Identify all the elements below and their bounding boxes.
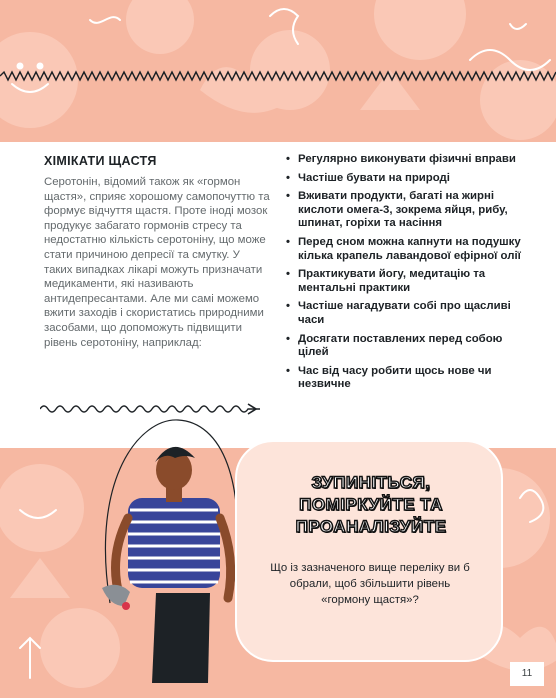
- list-item: • Частіше бувати на природі: [286, 172, 522, 186]
- intro-paragraph: Серотонін, відомий також як «гормон щастя», сприяє хорошому самопочуттю та формує відчуття щастя. Проте іноді мозок продукує забагато гормонів стресу та недостатню кількість серотоніну, що може стати причиною депресії та смутку. У таких випадках лікарі можуть призначати медикаменти, які називають антидепресантами. Але ми самі можемо вжити заходів і скористатись природними засобами, що допоможуть підвищити рівень серотоніну, наприклад:: [44, 176, 270, 349]
- top-decorative-band: [0, 0, 556, 142]
- list-item: • Практикувати йогу, медитацію та ментальні практики: [286, 268, 522, 295]
- list-item: • Перед сном можна капнути на подушку кілька крапель лавандової ефірної олії: [286, 236, 522, 263]
- card-question: Що із зазначеного вище переліку ви б обрали, щоб збільшити рівень «гормону щастя»?: [270, 562, 470, 606]
- list-item: • Вживати продукти, багаті на жирні кислоти омега-3, зокрема яйця, рибу, шпинат, горіхи та насіння: [286, 190, 522, 231]
- card-heading: ЗУПИНІТЬСЯ, ПОМІРКУЙТЕ ТА ПРОАНАЛІЗУЙТЕ: [295, 473, 447, 536]
- section-title: ХІМІКАТИ ЩАСТЯ: [44, 154, 157, 168]
- content-panel: [0, 142, 556, 448]
- list-item: • Регулярно виконувати фізичні вправи: [286, 153, 522, 167]
- zigzag-divider-top: [0, 70, 556, 82]
- wavy-arrow-icon: [40, 401, 260, 417]
- reflection-card: [235, 440, 503, 662]
- list-item: • Частіше нагадувати собі про щасливі часи: [286, 300, 522, 327]
- list-item: • Досягати поставлених перед собою цілей: [286, 333, 522, 360]
- tips-list: [286, 153, 522, 397]
- page-number: 11: [510, 662, 544, 686]
- list-item: • Час від часу робити щось нове чи незвичне: [286, 365, 522, 392]
